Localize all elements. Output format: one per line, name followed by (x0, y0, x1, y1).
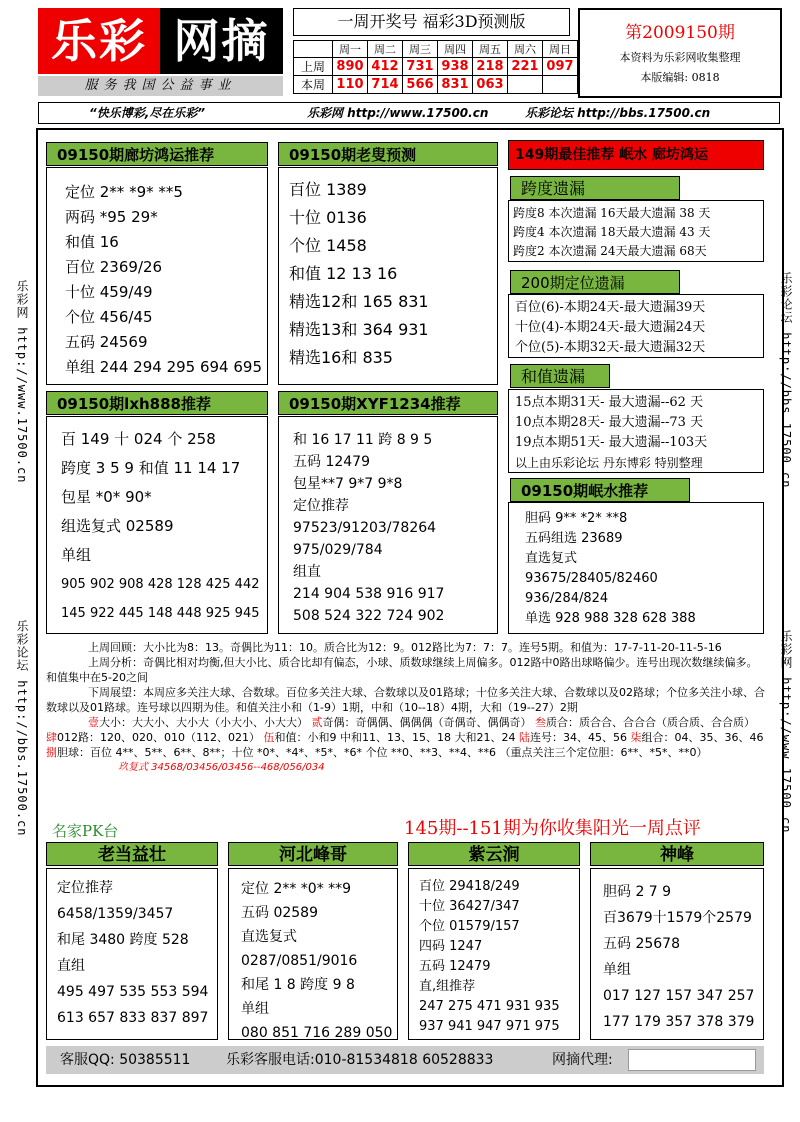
box1-line: 百位 2369/26 (65, 258, 163, 276)
n2-title: 河北峰哥 (228, 842, 398, 866)
box4-line: 508 524 322 724 902 (293, 608, 445, 624)
box2-line: 十位 0136 (289, 208, 367, 227)
draw-row-last-week (294, 58, 578, 76)
n4-body (590, 868, 764, 1040)
day-label: 周三 (403, 41, 438, 58)
box1-line: 十位 459/49 (65, 283, 153, 301)
draw-number (543, 76, 578, 94)
n4-line: 017 127 157 347 257 (603, 988, 755, 1004)
n3-line: 四码 1247 (419, 939, 483, 954)
day-label: 周六 (508, 41, 543, 58)
minshui-line: 直选复式 (525, 551, 578, 566)
n3-title: 紫云涧 (408, 842, 580, 866)
draw-number (508, 76, 543, 94)
box1-line: 和值 16 (65, 233, 119, 251)
footer-qq: 客服QQ: 50385511 (60, 1052, 191, 1068)
review-p4b: 贰奇偶：奇偶偶、偶偶偶（奇偶奇、偶偶奇） (311, 716, 532, 729)
box2-line: 精选12和 165 831 (289, 292, 429, 311)
n3-line: 个位 01579/157 (419, 919, 520, 934)
draw-header-row (294, 41, 578, 58)
draw-number: 412 (368, 58, 403, 76)
side-text-left-top: 乐彩网 http://www.17500.cn (15, 280, 29, 484)
box1-line: 定位 2** *9* **5 (65, 183, 183, 201)
minshui-line: 五码组选 23689 (525, 531, 623, 546)
review-p4f: 陆连号：34、45、56 (518, 731, 627, 744)
box4-line: 97523/91203/78264 (293, 520, 437, 536)
minshui-line: 单选 928 988 328 628 388 (525, 611, 696, 626)
draw-number: 566 (403, 76, 438, 94)
n2-line: 和尾 1 8 跨度 9 8 (241, 977, 355, 993)
n4-line: 五码 25678 (603, 936, 680, 952)
pk-title: 名家PK台 (52, 822, 119, 840)
banner-motto: “快乐博彩,尽在乐彩” (89, 106, 206, 120)
day-label: 周一 (333, 41, 368, 58)
box4-line: 组直 (293, 564, 321, 580)
review-p4g: 柒组合：04、35、36、46 (630, 731, 764, 744)
review-p1: 上周回顾：大小比为8：13。奇偶比为11：10。质合比为12：9。012路比为7：7：7。连号5期。和值为：17-7-11-20-11-5-16 (88, 641, 722, 654)
review-p4 (46, 715, 766, 760)
review-p4c: 叁质合：质合合、合合合（质合质、合合质） (535, 716, 755, 729)
day-label: 周五 (473, 41, 508, 58)
n3-line: 十位 36427/347 (419, 899, 520, 914)
span-body (508, 200, 764, 262)
minshui-body (508, 502, 764, 634)
page-title: 一周开奖号 福彩3D预测版 (293, 8, 570, 36)
n1-line: 和尾 3480 跨度 528 (57, 932, 189, 948)
footer-agent-label: 网摘代理: (552, 1052, 613, 1068)
banner-site-link[interactable]: 乐彩网 http://www.17500.cn (307, 106, 489, 120)
draw-number: 714 (368, 76, 403, 94)
box3-body (46, 416, 268, 634)
box1-body (46, 167, 268, 385)
box4-line: 五码 12479 (293, 454, 370, 470)
row-label: 本周 (294, 76, 333, 94)
n1-title: 老当益壮 (46, 842, 218, 866)
n3-line: 247 275 471 931 935 (419, 999, 560, 1014)
draw-number: 218 (473, 58, 508, 76)
box2-line: 个位 1458 (289, 236, 367, 255)
box4-line: 包星**7 9*7 9*8 (293, 476, 403, 492)
day-label: 周二 (368, 41, 403, 58)
box1-line: 两码 *95 29* (65, 208, 158, 226)
box3-line: 组选复式 02589 (61, 517, 174, 535)
logo-left: 乐彩 (38, 8, 160, 74)
n2-line: 定位 2** *0* **9 (241, 881, 352, 897)
side-text-left-bottom: 乐彩论坛 http://bbs.17500.cn (15, 620, 29, 837)
box3-line: 单组 (61, 546, 92, 564)
issue-number: 第2009150期 (625, 23, 735, 43)
n2-line: 080 851 716 289 050 (241, 1025, 393, 1041)
n2-body (228, 868, 398, 1040)
box1-line: 单组 244 294 295 694 695 (65, 358, 262, 376)
n4-line: 单组 (603, 962, 631, 978)
n3-body (408, 868, 580, 1040)
span-line: 跨度8 本次遗漏 16天最大遗漏 38 天 (513, 206, 711, 220)
pk-slogan: 145期--151期为你收集阳光一周点评 (404, 818, 701, 839)
day-label: 周四 (438, 41, 473, 58)
n3-line: 直,组推荐 (419, 979, 476, 994)
minshui-line: 936/284/824 (525, 591, 609, 606)
sum-body (508, 389, 764, 473)
review-p3: 下周展望：本周应多关注大球、合数球。百位多关注大球、合数球以及01路球；十位多关注大球、合数球以及02路球；个位多关注小球、合数球以及01路球。连号球以四期为佳。和值关注小和（1-9）1期，中和（10--18）4期，大和（19--27）2期 (46, 686, 765, 714)
best-recommend-title: 149期最佳推荐 岷水 廊坊鸿运 (508, 140, 764, 170)
issue-note: 本资料为乐彩网收集整理 (619, 51, 741, 64)
box3-line: 百 149 十 024 个 258 (61, 430, 216, 448)
box1-line: 五码 24569 (65, 333, 148, 351)
draw-number: 097 (543, 58, 578, 76)
side-text-right-bottom: 乐彩网 http://www.17500.cn (779, 630, 793, 834)
draw-number: 063 (473, 76, 508, 94)
minshui-line: 93675/28405/82460 (525, 571, 658, 586)
box4-line: 和 16 17 11 跨 8 9 5 (293, 432, 433, 448)
n2-line: 0287/0851/9016 (241, 953, 358, 969)
review-p4e: 伍和值：小和9 中和11、13、15、18 大和21、24 (263, 731, 516, 744)
n4-line: 胆码 2 7 9 (603, 884, 672, 900)
sum-title: 和值遗漏 (510, 364, 610, 388)
issue-editor: 本版编辑: 0818 (640, 71, 720, 84)
n4-line: 百3679十1579个2579 (603, 910, 752, 926)
n1-body (46, 868, 218, 1040)
sum-line: 19点本期51天- 最大遗漏--103天 (515, 435, 708, 450)
banner-forum-link[interactable]: 乐彩论坛 http://bbs.17500.cn (525, 106, 711, 120)
minshui-title: 09150期岷水推荐 (510, 478, 690, 502)
n1-line: 613 657 833 837 897 (57, 1010, 209, 1026)
box2-body (278, 167, 498, 385)
box4-body (278, 416, 498, 634)
box4-line: 214 904 538 916 917 (293, 586, 445, 602)
review-p4d: 肆012路：120、020、010（112、021） (46, 731, 260, 744)
box2-line: 和值 12 13 16 (289, 264, 398, 283)
draw-table (293, 40, 578, 94)
draw-number: 110 (333, 76, 368, 94)
pos200-line: 百位(6)-本期24天-最大遗漏39天 (515, 300, 706, 315)
n2-line: 直选复式 (241, 929, 297, 945)
draw-number: 831 (438, 76, 473, 94)
span-title: 跨度遗漏 (510, 176, 680, 200)
n2-line: 单组 (241, 1001, 269, 1017)
box1-title: 09150期廊坊鸿运推荐 (46, 142, 268, 166)
box2-title: 09150期老叟预测 (278, 142, 498, 166)
slogan: 服务我国公益事业 (38, 76, 283, 96)
n3-line: 937 941 947 971 975 (419, 1019, 560, 1034)
box2-line: 精选13和 364 931 (289, 320, 429, 339)
banner (38, 102, 780, 124)
sum-line: 15点本期31天- 最大遗漏--62 天 (515, 395, 704, 410)
box3-line: 包星 *0* 90* (61, 488, 152, 506)
draw-row-this-week (294, 76, 578, 94)
footer-bar (46, 1046, 764, 1074)
draw-number: 890 (333, 58, 368, 76)
pos200-line: 十位(4)-本期24天-最大遗漏24天 (515, 320, 706, 335)
agent-field[interactable] (628, 1049, 756, 1071)
box2-line: 百位 1389 (289, 180, 367, 199)
span-line: 跨度4 本次遗漏 18天最大遗漏 43 天 (513, 225, 711, 239)
box2-line: 精选16和 835 (289, 348, 393, 367)
draw-number: 731 (403, 58, 438, 76)
n3-line: 百位 29418/249 (419, 879, 520, 894)
draw-number: 221 (508, 58, 543, 76)
box4-line: 定位推荐 (293, 498, 349, 514)
draw-number: 938 (438, 58, 473, 76)
review-section (46, 640, 766, 775)
n4-title: 神峰 (590, 842, 764, 866)
review-p5: 玖复式 34568/03456/03456--468/056/034 (118, 762, 325, 773)
n3-line: 五码 12479 (419, 959, 491, 974)
review-p2: 上周分析：奇偶比相对均衡,但大小比、质合比却有偏态，小球、质数球继续上周偏多。012路中0路出球略偏少。连号出现次数继续偏多。和值集中在5-20之间 (46, 656, 758, 684)
review-p4a: 壹大小：大大小、大小大（小大小、小大大） (88, 716, 308, 729)
minshui-line: 胆码 9** *2* **8 (525, 511, 628, 526)
footer-phone: 乐彩客服电话:010-81534818 60528833 (226, 1052, 494, 1068)
logo (38, 8, 283, 74)
pos200-line: 个位(5)-本期32天-最大遗漏32天 (515, 340, 706, 355)
sum-line: 10点本期28天- 最大遗漏--73 天 (515, 415, 704, 430)
n2-line: 五码 02589 (241, 905, 318, 921)
box3-line: 905 902 908 428 128 425 442 (61, 577, 260, 592)
n1-line: 直组 (57, 958, 85, 974)
span-line: 跨度2 本次遗漏 24天最大遗漏 68天 (513, 244, 707, 258)
day-label: 周日 (543, 41, 578, 58)
n1-line: 495 497 535 553 594 (57, 984, 209, 1000)
sum-line: 以上由乐彩论坛 丹东博彩 特别整理 (515, 456, 703, 470)
n4-line: 177 179 357 378 379 (603, 1014, 755, 1030)
box4-title: 09150期XYF1234推荐 (278, 391, 498, 415)
box1-line: 个位 456/45 (65, 308, 153, 326)
n1-line: 定位推荐 (57, 880, 113, 896)
box3-line: 跨度 3 5 9 和值 11 14 17 (61, 459, 241, 477)
row-label: 上周 (294, 58, 333, 76)
pos200-title: 200期定位遗漏 (510, 270, 680, 294)
box4-line: 975/029/784 (293, 542, 383, 558)
issue-box (578, 8, 782, 98)
n1-line: 6458/1359/3457 (57, 906, 174, 922)
pos200-body (508, 294, 764, 358)
box3-title: 09150期lxh888推荐 (46, 391, 268, 415)
logo-right: 网摘 (160, 8, 283, 74)
review-p4h: 捌胆球：百位 4**、5**、6**、8**；十位 *0*、*4*、*5*、*6* 个位 **0、**3、**4、**6 （重点关注三个定位胆：6**、*5*、**0） (46, 746, 708, 759)
side-text-right-top: 乐彩论坛 http://bbs.17500.cn (779, 272, 793, 489)
box3-line: 145 922 445 148 448 925 945 (61, 606, 260, 621)
